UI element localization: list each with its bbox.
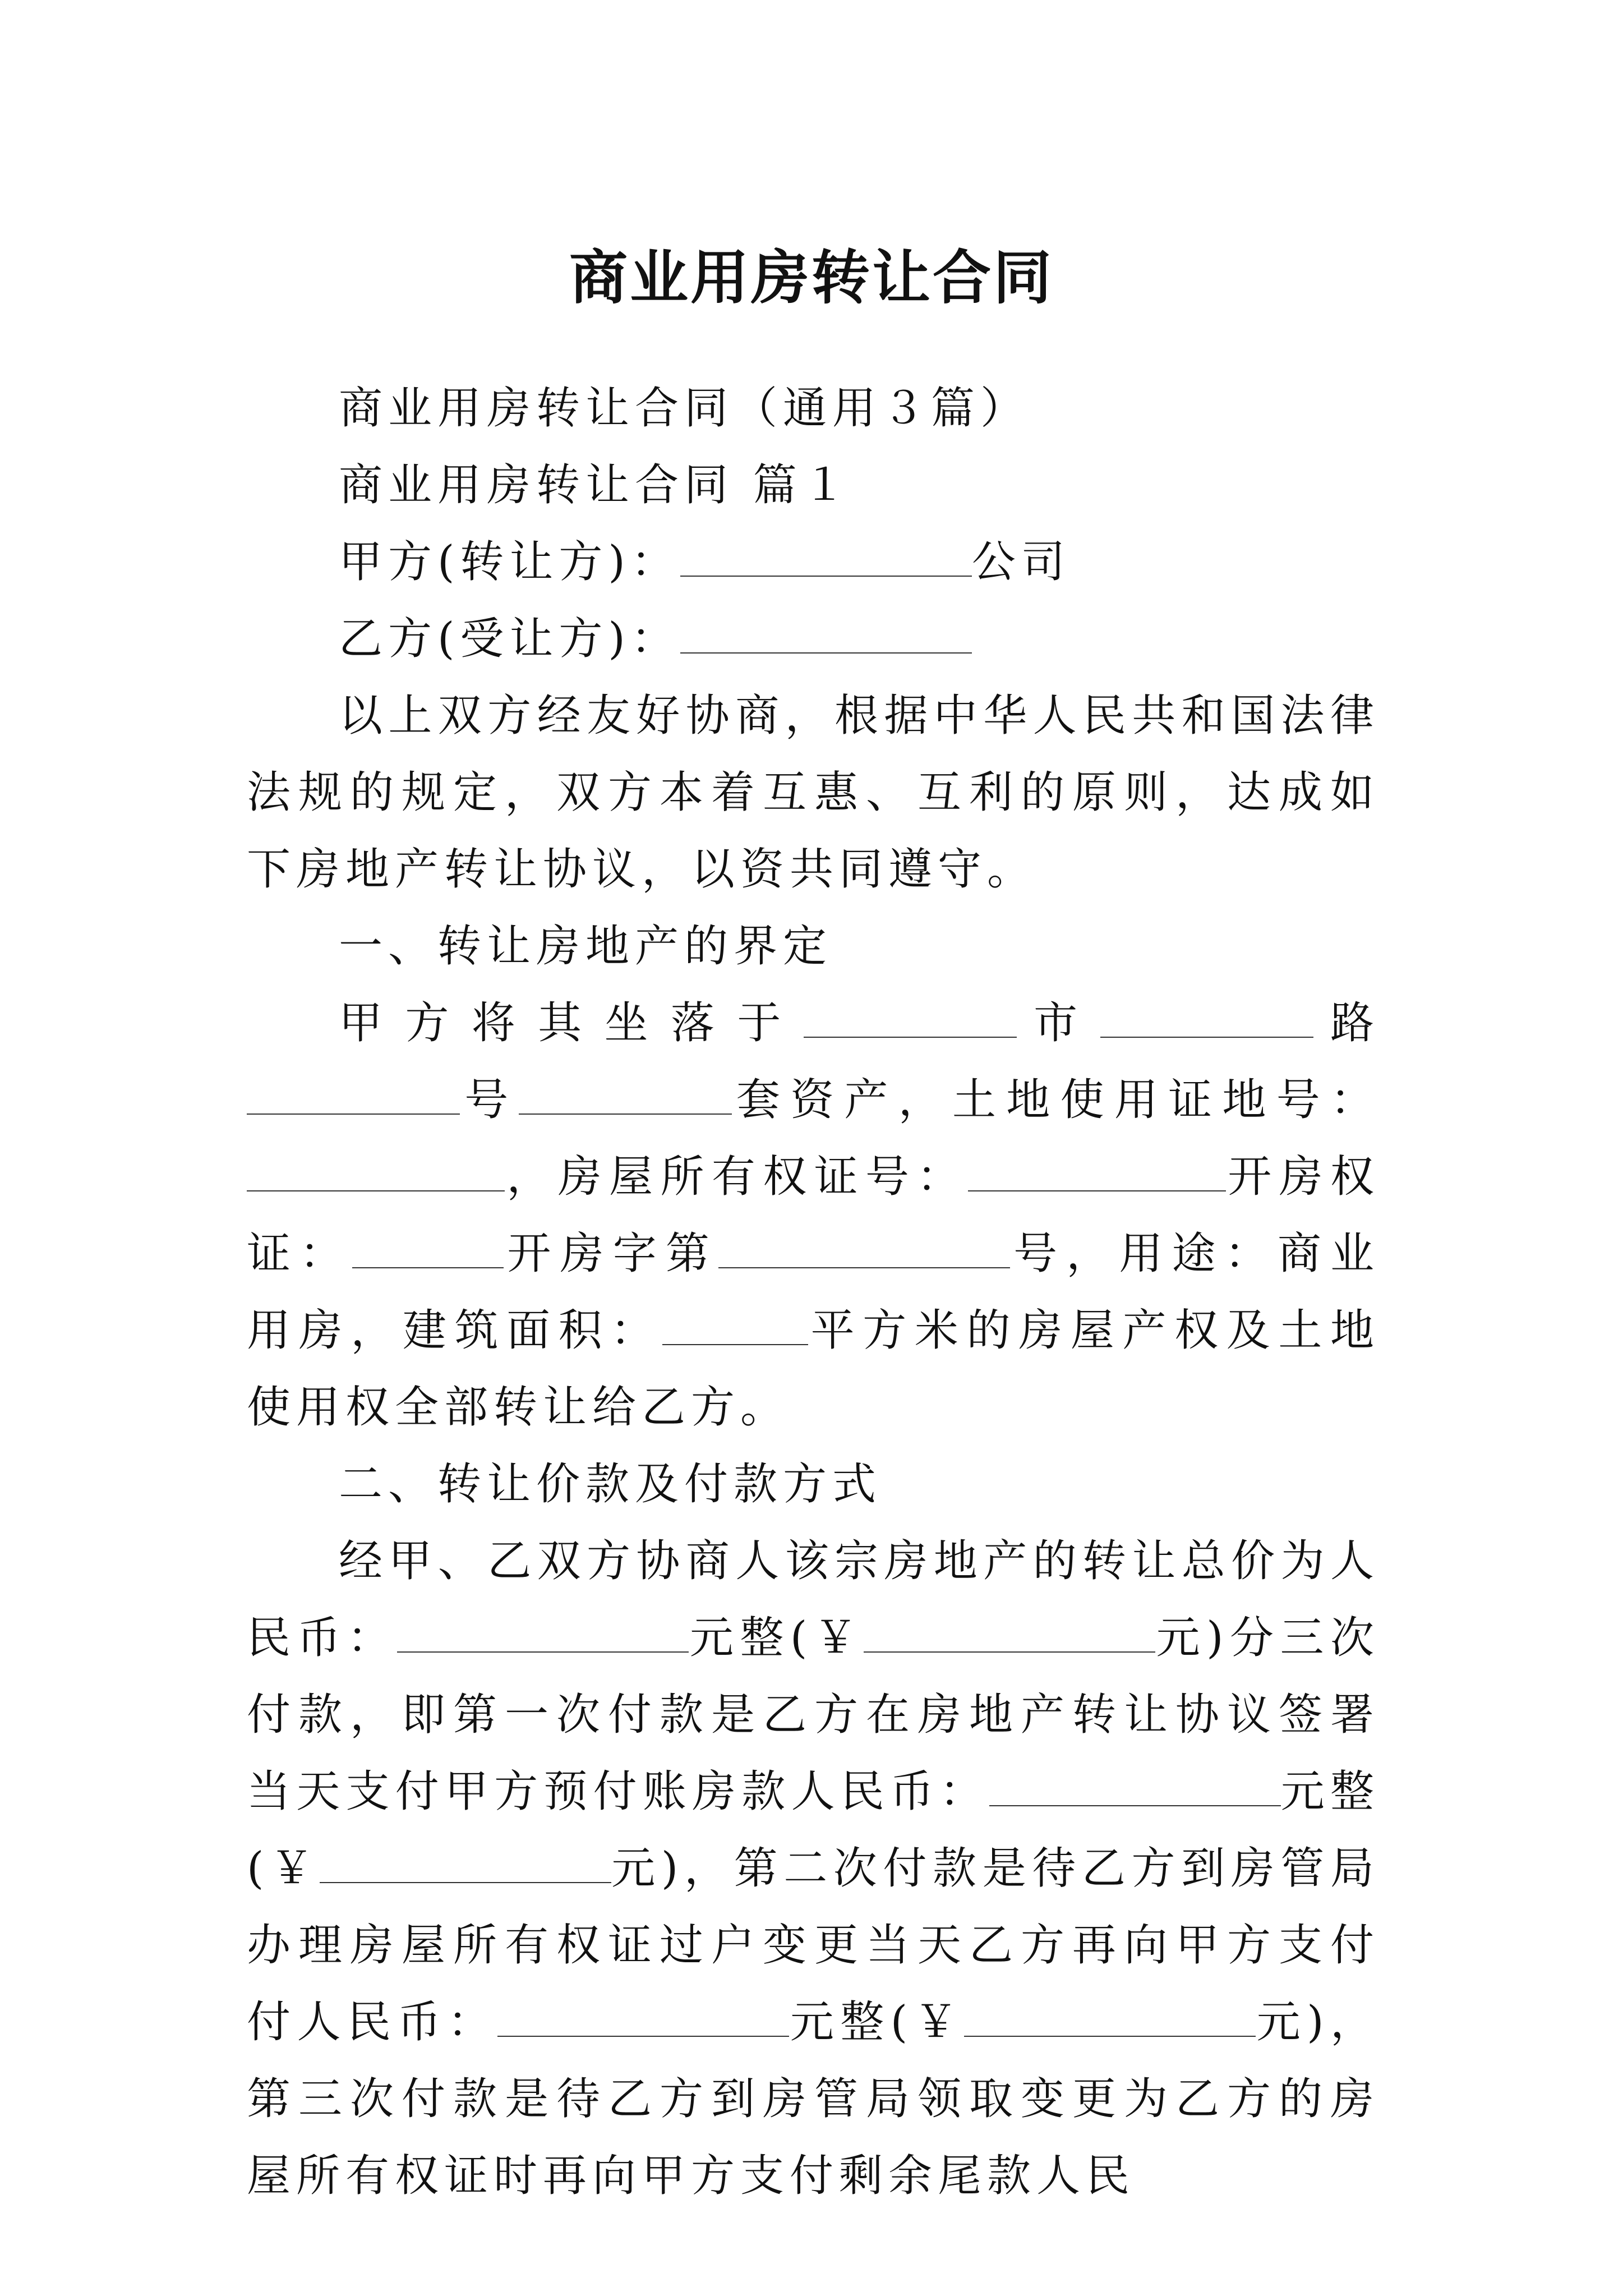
clause-2-text-g: 元)，第三次付款是待乙方到房管局领取变更为乙方的房屋所有权证时再向甲方支付剩余尾款人民 bbox=[247, 1997, 1380, 2201]
party-a-line bbox=[247, 524, 1380, 601]
clause-1-text-f: ，房屋所有权证号： bbox=[505, 1152, 968, 1202]
road-blank bbox=[1100, 1002, 1313, 1038]
clause-2-heading: 二、转让价款及付款方式 bbox=[339, 1459, 882, 1510]
second-payment-blank bbox=[497, 2001, 789, 2037]
clause-1-heading: 一、转让房地产的界定 bbox=[339, 921, 833, 972]
cert-number-blank bbox=[718, 1232, 1010, 1268]
house-cert-blank bbox=[968, 1156, 1226, 1191]
party-a-blank bbox=[680, 541, 972, 577]
doc-subtitle: 商业用房转让合同（通用３篇） bbox=[339, 383, 1030, 434]
party-a-label: 甲方(转让方)： bbox=[339, 537, 680, 587]
property-cert-blank bbox=[352, 1232, 504, 1268]
clause-2-text-b: 元整(￥ bbox=[689, 1613, 864, 1663]
first-payment-number-blank bbox=[320, 1847, 611, 1883]
city-blank bbox=[804, 1002, 1017, 1038]
land-cert-blank bbox=[247, 1156, 505, 1191]
clause-2-text-e: 元)，第二次付款是待乙方到房管局办理房屋所有权证过户变更当天乙方再向甲方支付付人民币： bbox=[247, 1843, 1380, 2047]
clause-2-text-f: 元整(￥ bbox=[789, 1997, 965, 2047]
area-blank bbox=[662, 1309, 808, 1345]
total-price-number-blank bbox=[864, 1617, 1155, 1653]
clause-2-paragraph bbox=[247, 1523, 1380, 2215]
clause-1-text-b: 市 bbox=[1016, 998, 1100, 1048]
party-a-suffix: 公司 bbox=[971, 537, 1071, 587]
section-heading-part1: 商业用房转让合同 篇１ bbox=[339, 460, 852, 510]
clause-1-text-c: 路 bbox=[1313, 998, 1380, 1048]
party-b-line bbox=[247, 601, 1380, 678]
party-b-label: 乙方(受让方)： bbox=[339, 614, 680, 664]
clause-1-text-e: 套资产，土地使用证地号： bbox=[731, 1075, 1380, 1125]
first-payment-blank bbox=[989, 1770, 1281, 1806]
preamble-paragraph: 以上双方经友好协商，根据中华人民共和国法律法规的规定，双方本着互惠、互利的原则，达成如下房地产转让协议，以资共同遵守。 bbox=[247, 691, 1380, 895]
document-body bbox=[247, 370, 1380, 2215]
second-payment-number-blank bbox=[964, 2001, 1256, 2037]
clause-1-text-h: 开房字第 bbox=[504, 1228, 718, 1279]
clause-1-text-i: 号，用途：商业用房，建筑面积： bbox=[247, 1228, 1380, 1356]
clause-2-text-a: 经甲、乙双方协商人该宗房地产的转让总价为人民币： bbox=[247, 1536, 1380, 1663]
page-title: 商业用房转让合同 bbox=[569, 242, 1054, 312]
clause-1-text-d: 号 bbox=[460, 1075, 519, 1125]
party-b-blank bbox=[680, 618, 972, 654]
clause-2-text-c: 元)分三次付款，即第一次付款是乙方在房地产转让协议签署当天支付甲方预付账房款人民币： bbox=[247, 1613, 1380, 1817]
clause-1-text-j: 平方米的房屋产权及土地使用权全部转让给乙方。 bbox=[247, 1305, 1380, 1433]
clause-1-text-g: 开房权证： bbox=[247, 1152, 1380, 1279]
clause-1-paragraph bbox=[247, 985, 1380, 1446]
clause-2-text-d: 元整(￥ bbox=[247, 1766, 1380, 1894]
number-blank bbox=[247, 1079, 460, 1115]
clause-1-text-a: 甲方将其坐落于 bbox=[339, 998, 804, 1048]
unit-blank bbox=[519, 1079, 732, 1115]
total-price-blank bbox=[397, 1617, 689, 1653]
